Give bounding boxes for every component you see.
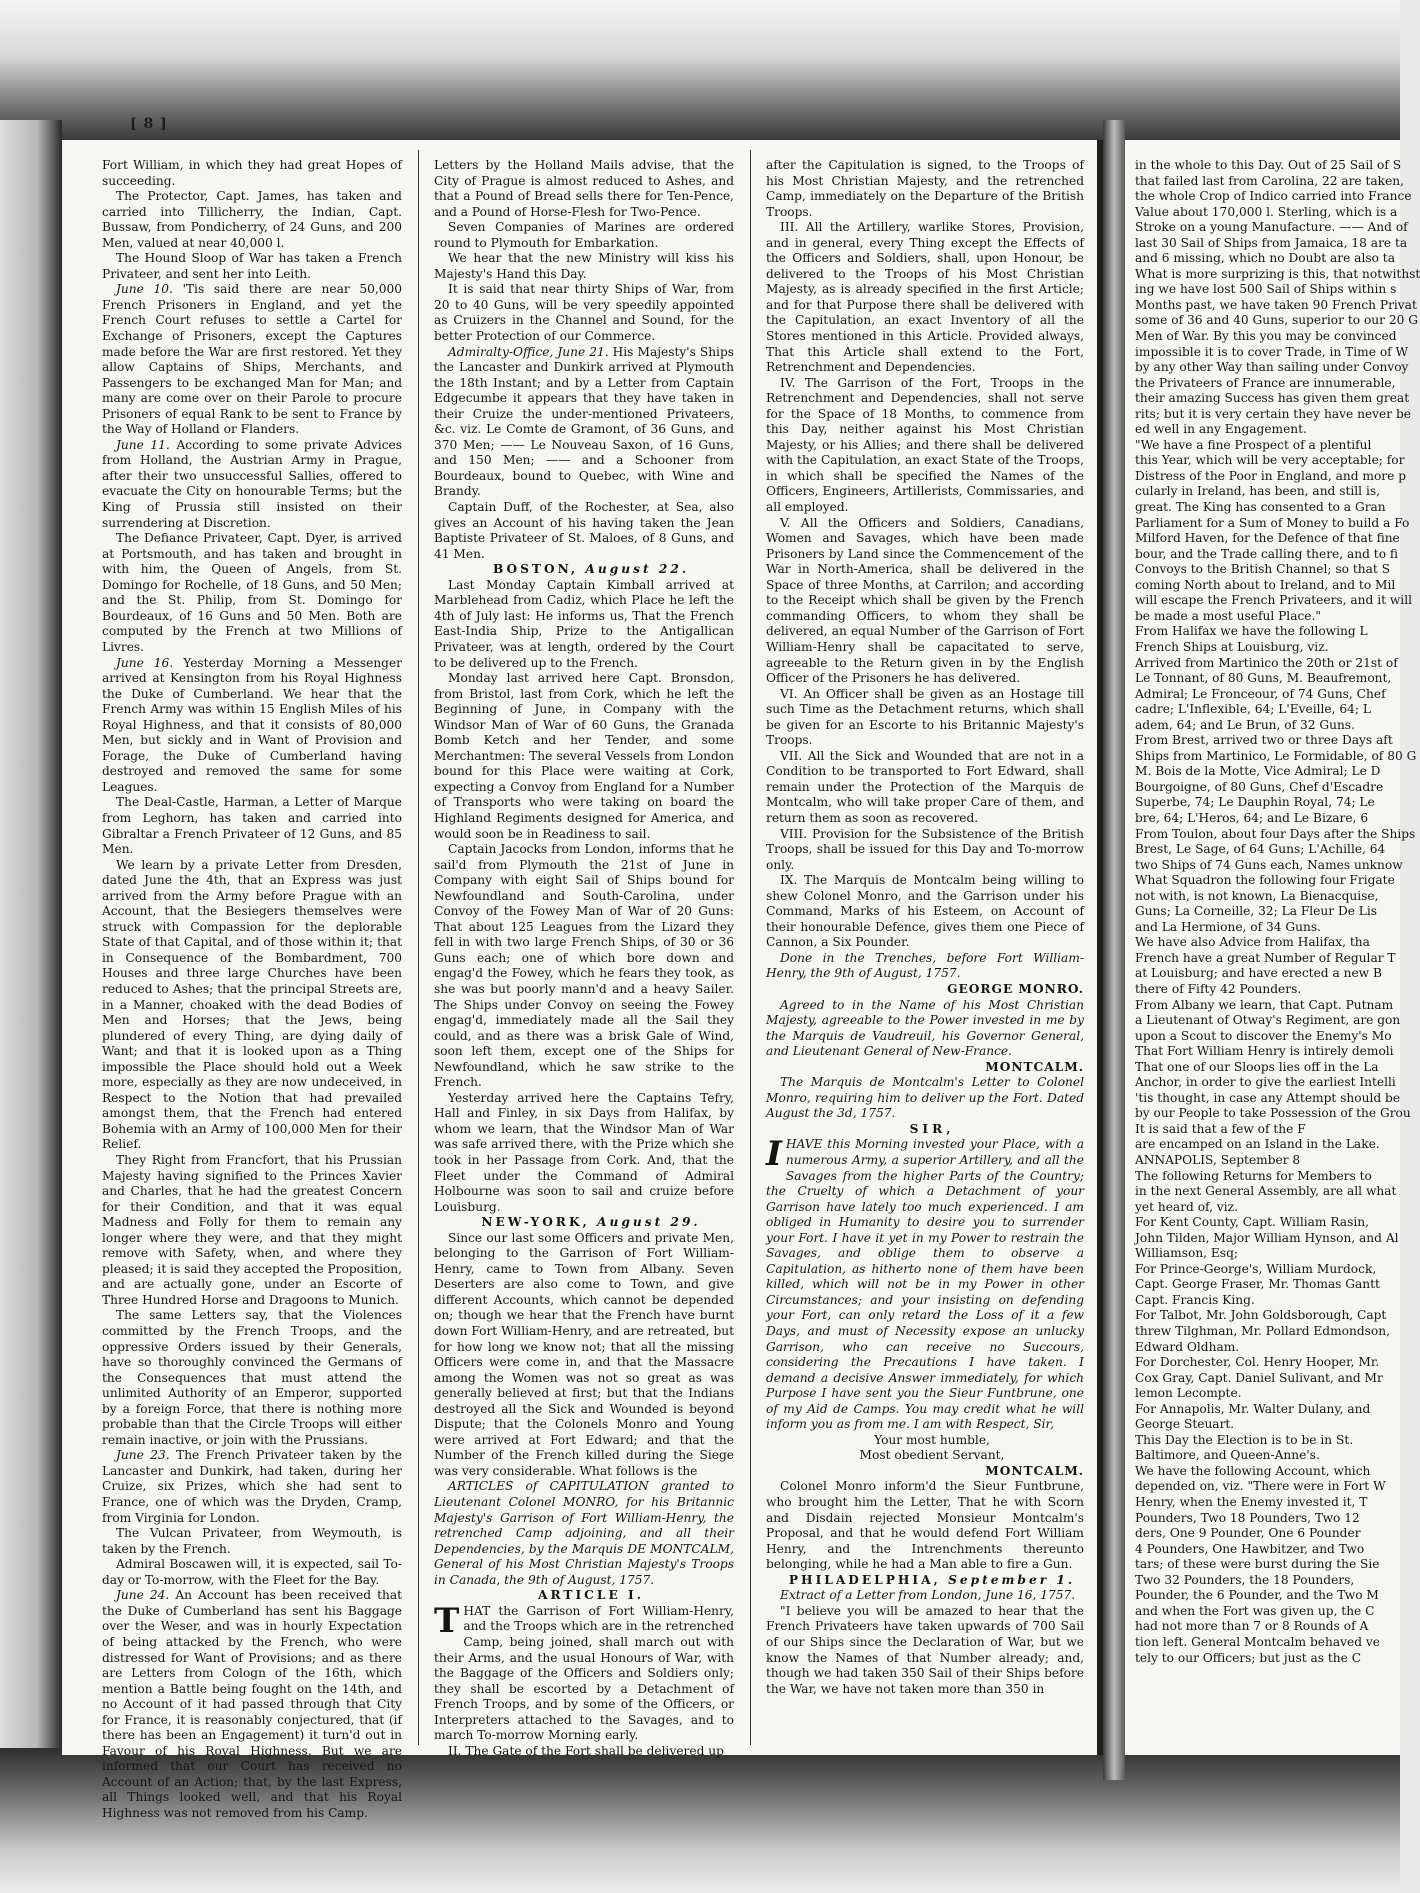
text-line: in the next General Assembly, are all what	[1135, 1184, 1397, 1199]
text-line: The following Returns for Members to	[1135, 1168, 1372, 1183]
column-rule	[750, 150, 751, 1745]
text-line: Arrived from Martinico the 20th or 21st of	[1135, 655, 1398, 670]
paragraph: IX. The Marquis de Montcalm being willing to shew Colonel Monro, and the Garrison under his Command, Marks of his Esteem, on Account of their honourable Defence, gives them one Piece of Cannon, a Six Pounder.	[766, 873, 1084, 950]
text-line: French Ships at Louisburg, viz.	[1135, 639, 1329, 654]
text-line: Milford Haven, for the Defence of that fine	[1135, 531, 1400, 546]
paragraph: Captain Duff, of the Rochester, at Sea, also gives an Account of his having taken the Jean Baptiste Privateer of St. Maloes, of 8 Guns, and 41 Men.	[434, 500, 734, 561]
paragraph: The same Letters say, that the Violences committed by the French Troops, and the oppressive Orders issued by their Generals, have so thoroughly convinced the Germans of the Consequences that must attend the unlimited Authority of an Emperor, supported by a foreign Force, that there is nothing more probable than that the Circle Troops will either remain inactive, or join with the Prussians.	[102, 1308, 402, 1447]
page-folio: [ 8 ]	[130, 116, 168, 132]
paragraph: Agreed to in the Name of his Most Christian Majesty, agreeable to the Power invested in me by the Marquis de Vaudreuil, his Governor General, and Lieutenant General of New-France.	[766, 997, 1084, 1059]
text-line: there of Fifty 42 Pounders.	[1135, 981, 1302, 996]
text-line: are encamped on an Island in the Lake.	[1135, 1137, 1380, 1152]
text-line: From Brest, arrived two or three Days aft	[1135, 733, 1393, 748]
text-line: rits; but it is very certain they have never be	[1135, 406, 1411, 421]
text-line: 'tis thought, in case any Attempt should be	[1135, 1090, 1401, 1105]
paragraph: Captain Jacocks from London, informs that he sail'd from Plymouth the 21st of June in Company with eight Sail of Ships bound for Newfoundland and South-Carolina, under Convoy of the Fowey Man of War of 20 Guns: That about 125 Leagues from the Lizard they fell in with two large French Ships, of 30 or 36 Guns each; one of which bore down and engag'd the Fowey, which he fears they took, as she was but poorly mann'd and a heavy Sailer. The Ships under Convoy on seeing the Fowey engag'd, immediately made all the Sail they could, and as there was a brisk Gale of Wind, soon left them, except one of the Ships for Newfoundland, which he saw strike to the French.	[434, 842, 734, 1090]
paragraph: Done in the Trenches, before Fort William-Henry, the 9th of August, 1757.	[766, 950, 1084, 981]
paragraph: Admiral Boscawen will, it is expected, sail To-day or To-morrow, with the Fleet for the Bay.	[102, 1557, 402, 1587]
text-line: upon a Scout to discover the Enemy's Mo	[1135, 1028, 1392, 1043]
text-line: cadre; L'Inflexible, 64; L'Eveille, 64; L	[1135, 702, 1371, 717]
paragraph: Monday last arrived here Capt. Bronsdon, from Bristol, last from Cork, which he left the Beginning of June, in Company with the Windsor Man of War of 60 Guns, the Granada Bomb Ketch and her Tender, and some Merchantmen: The several Vessels from London bound for this Place were waiting at Cork, expecting a Convoy from England for a Number of Transports who were taking on board the Highland Regiments designed for America, and would soon be in Readiness to sail.	[434, 671, 734, 841]
text-line: at Louisburg; and have erected a new B	[1135, 966, 1382, 981]
heading-place: PHILADELPHIA,	[788, 1572, 941, 1587]
paragraph	[102, 282, 402, 437]
text-line: their amazing Success has given them great	[1135, 391, 1410, 406]
text-line: For Talbot, Mr. John Goldsborough, Capt	[1135, 1308, 1387, 1323]
text-line: had not more than 7 or 8 Rounds of A	[1135, 1619, 1369, 1634]
text-line: last 30 Sail of Ships from Jamaica, 18 are ta	[1135, 235, 1408, 250]
closing: Most obedient Servant,	[859, 1448, 1005, 1463]
extract-line: Extract of a Letter from London, June 16, 1757.	[780, 1588, 1076, 1603]
paragraph-text: HAVE this Morning invested your Place, with a numerous Army, a superior Artillery, and all the Savages from the higher Parts of the Country; the Cruelty of which a Detachment of your Garrison have lately too much experienced. I am obliged in Humanity to desire you to surrender your Fort. I have it yet in my Power to restrain the Savages, and oblige them to observe a Capitulation, as hitherto none of them have been killed, which will not be in my Power in other Circumstances; and your insisting on defending your Fort, can only retard the Loss of it a few Days, and must of Necessity expose an unlucky Garrison, who can receive no Succours, considering the Precautions I have taken. I demand a decisive Answer immediately, for which Purpose I have sent you the Sieur Funtbrune, one of my Aid de Camps. You may credit what he will inform you as from me. I am with Respect, Sir,	[766, 1137, 1084, 1432]
paragraph: "I believe you will be amazed to hear that the French Privateers have taken upwards of 700 Sail of our Ships since the Declaration of War, but we know the Names of that Number already; and, though we had taken 350 Sail of their Ships before the War, we have not taken more than 350 in	[766, 1603, 1084, 1696]
text-line: We have also Advice from Halifax, tha	[1135, 935, 1370, 950]
paragraph-text: The French Privateer taken by the Lancaster and Dunkirk, had taken, during her Cruize, six Prizes, which she had sent to France, one of which was the Dryden, Cramp, from Virginia for London.	[102, 1448, 402, 1525]
column-1	[102, 158, 403, 1820]
text-line: by any other Way than sailing under Convoy	[1135, 360, 1409, 375]
text-line: That Fort William Henry is intirely demoli	[1135, 1044, 1394, 1059]
text-line: Value about 170,000 l. Sterling, which is a	[1135, 204, 1398, 219]
text-line: Edward Oldham.	[1135, 1339, 1240, 1354]
text-line: and 6 missing, which no Doubt are also ta	[1135, 251, 1395, 266]
text-line: ing we have lost 500 Sail of Ships within s	[1135, 282, 1397, 297]
paragraph-text: 'Tis said there are near 50,000 French Prisoners in England, and yet the French Court refuses to settle a Cartel for Exchange of Prisoners, except the Captures made before the War are first restored. Yet they allow Captains of Ships, Merchants, and Passengers to be exchanged Man for Man; and many are come over on their Parole to procure Prisoners of equal Rank to be sent to France by the Way of Holland or Flanders.	[102, 282, 402, 437]
article-heading: ARTICLE I.	[538, 1588, 644, 1603]
signature: MONTCALM.	[985, 1463, 1084, 1478]
paragraph: III. All the Artillery, warlike Stores, Provision, and in general, every Thing except the Effects of the Officers and Soldiers, shall, upon Honour, be delivered to the Troops of his Most Christian Majesty, as is already specified in the first Article; and for that Purpose there shall be delivered with the Capitulation, an exact Inventory of all the Stores mentioned in this Article. Provided always, That this Article shall extend to the Fort, Retrenchment and Dependencies.	[766, 220, 1084, 375]
text-line: Men of War. By this you may be convinced	[1135, 329, 1397, 344]
dateline: June 11.	[116, 437, 170, 452]
text-line: this Year, which will be very acceptable; for	[1135, 453, 1405, 468]
heading-place: NEW-YORK,	[481, 1215, 590, 1230]
paragraph: Since our last some Officers and private Men, belonging to the Garrison of Fort William-Henry, came to Town from Albany. Seven Deserters are also come to Town, and give different Accounts, which cannot be depended on; though we hear that the French have burnt down Fort William-Henry, and are retreated, but for how long we know not; that all the missing Officers were come in, and that the Massacre among the Women was not so great as was generally believed at first; but that the Indians destroyed all the Sick and Wounded is beyond Dispute; that the Colonels Monro and Young were arrived at Fort Edward; and that the Number of the French killed during the Siege was very considerable. What follows is the	[434, 1230, 734, 1478]
text-line: tion left. General Montcalm behaved ve	[1135, 1634, 1380, 1649]
text-line: Anchor, in order to give the earliest Intelli	[1135, 1075, 1396, 1090]
paragraph: We learn by a private Letter from Dresden, dated June the 4th, that an Express was just arrived from the Army before Prague with an Account, that the Besiegers themselves were struck with Compassion for the deplorable State of that Capital, and of those within it; that in Consequence of the Bombardment, 700 Houses and three large Churches have been reduced to Ashes; that the principal Streets are, in a Manner, choaked with the dead Bodies of Men and Horses; that the Jews, being plundered of every Thing, are dying daily of Want; and that it is looked upon as a Thing impossible the Place should hold out a Week more, especially as they are now undeceived, in Respect to the Notion that had prevailed amongst them, that the French had entered Bohemia with an Army of 100,000 Men for their Relief.	[102, 857, 402, 1152]
paragraph: The Protector, Capt. James, has taken and carried into Tillicherry, the Indian, Capt. Bussaw, from Pondicherry, of 24 Guns, and 200 Men, valued at near 40,000 l.	[102, 189, 402, 250]
text-line: Stroke on a young Manufacture. —— And of	[1135, 220, 1408, 235]
paragraph: VII. All the Sick and Wounded that are not in a Condition to be transported to Fort Edward, shall remain under the Protection of the Marquis de Montcalm, who will take proper Care of them, and return them as soon as recovered.	[766, 748, 1084, 825]
paragraph: Fort William, in which they had great Hopes of succeeding.	[102, 158, 402, 188]
text-line: a Lieutenant of Otway's Regiment, are gon	[1135, 1013, 1401, 1028]
text-line: Convoys to the British Channel; so that S	[1135, 562, 1390, 577]
section-heading-boston	[434, 562, 734, 578]
text-line: not with, is not known, La Bienacquise,	[1135, 888, 1379, 903]
scan-shadow-top	[0, 0, 1400, 140]
text-line: From Albany we learn, that Capt. Putnam	[1135, 997, 1394, 1012]
text-line: George Steuart.	[1135, 1417, 1235, 1432]
text-line: Guns; La Corneille, 32; La Fleur De Lis	[1135, 904, 1378, 919]
text-line: For Annapolis, Mr. Walter Dulany, and	[1135, 1401, 1371, 1416]
paragraph-text: His Majesty's Ships the Lancaster and Dunkirk arrived at Plymouth the 18th Instant; and by a Letter from Captain Edgecumbe it appears that they have taken in their Cruize the under-mentioned Privateers, &c. viz. Le Comte de Gramont, of 36 Guns, and 370 Men; —— Le Nouveau Saxon, of 16 Guns, and 150 Men; —— and a Schooner from Bourdeaux, bound to Quebec, with Wine and Brandy.	[434, 344, 735, 499]
paragraph	[766, 1134, 1084, 1432]
section-heading-philadelphia	[766, 1573, 1084, 1589]
paragraph: The Defiance Privateer, Capt. Dyer, is arrived at Portsmouth, and has taken and brought in with him, the Queen of Angels, from St. Domingo for Rochelle, of 18 Guns, and 50 Men; and the St. Philip, from St. Domingo for Bourdeaux, of 16 Guns and 50 Men. Both are computed by the French at two Millions of Livres.	[102, 531, 402, 654]
text-line: For Kent County, Capt. William Rasin,	[1135, 1215, 1369, 1230]
drop-cap: T	[434, 1600, 460, 1641]
text-line: From Halifax we have the following L	[1135, 624, 1368, 639]
text-line: Distress of the Poor in England, and more p	[1135, 468, 1407, 483]
paragraph: The Hound Sloop of War has taken a French Privateer, and sent her into Leith.	[102, 251, 402, 281]
text-line: some of 36 and 40 Guns, superior to our 20 G	[1135, 313, 1418, 328]
text-line: impossible it is to cover Trade, in Time of W	[1135, 344, 1409, 359]
letter-title: The Marquis de Montcalm's Letter to Colonel Monro, requiring him to deliver up the Fort. Dated August the 3d, 1757.	[766, 1075, 1084, 1121]
text-line: Brest, Le Sage, of 64 Guns; L'Achille, 64	[1135, 842, 1386, 857]
paragraph	[102, 656, 402, 796]
facing-page	[1125, 140, 1420, 1755]
text-line: be made a most useful Place."	[1135, 608, 1321, 623]
paragraph: VI. An Officer shall be given as an Hostage till such Time as the Detachment returns, which shall be given for an Escorte to his Britannic Majesty's Troops.	[766, 686, 1084, 748]
paragraph: Colonel Monro inform'd the Sieur Funtbrune, who brought him the Letter, That he with Scorn and Disdain rejected Monsieur Montcalm's Proposal, and that he would defend Fort William Henry, and the Intrenchments thereunto belonging, while he had a Man able to fire a Gun.	[766, 1479, 1084, 1572]
text-line: ders, One 9 Pounder, One 6 Pounder	[1135, 1526, 1361, 1541]
signature: GEORGE MONRO.	[947, 981, 1084, 996]
paragraph	[102, 438, 402, 531]
paragraph	[102, 1588, 402, 1821]
text-line: We have the following Account, which	[1135, 1463, 1371, 1478]
text-line: Williamson, Esq;	[1135, 1246, 1238, 1261]
text-line: 4 Pounders, One Hawbitzer, and Two	[1135, 1541, 1365, 1556]
drop-cap: I	[766, 1134, 782, 1175]
paragraph: It is said that near thirty Ships of War, from 20 to 40 Guns, will be very speedily appointed as Cruizers in the Channel and Sound, for the better Protection of our Commerce.	[434, 282, 734, 344]
column-4	[1135, 158, 1420, 1743]
text-line: Le Tonnant, of 80 Guns, M. Beaufremont,	[1135, 671, 1392, 686]
text-line: great. The King has consented to a Gran	[1135, 500, 1386, 515]
heading-date: September 1.	[948, 1572, 1076, 1587]
paragraph: Yesterday arrived here the Captains Tefry, Hall and Finley, in six Days from Halifax, by whom we learn, that the Windsor Man of War was safe arrived there, with the Prize which she took in her Passage from Cork. And, that the Fleet under the Command of Admiral Holbourne was soon to sail and cruize before Louisburg.	[434, 1090, 734, 1214]
text-line: will escape the French Privateers, and it will	[1135, 593, 1412, 608]
paragraph: Last Monday Captain Kimball arrived at Marblehead from Cadiz, which Place he left the 4th of July last: He informs us, That the French East-India Ship, Prize to the Antigallican Privateer, was at length, ordered by the Court to be delivered up to the French.	[434, 577, 734, 670]
text-line: Parliament for a Sum of Money to build a Fo	[1135, 515, 1410, 530]
paragraph: The Vulcan Privateer, from Weymouth, is taken by the French.	[102, 1526, 402, 1556]
text-line: yet heard of, viz.	[1135, 1199, 1238, 1214]
text-line: Superbe, 74; Le Dauphin Royal, 74; Le	[1135, 795, 1375, 810]
paragraph: Seven Companies of Marines are ordered round to Plymouth for Embarkation.	[434, 220, 734, 250]
salutation: SIR,	[909, 1121, 955, 1136]
text-line: by our People to take Possession of the Grou	[1135, 1106, 1411, 1121]
text-line: For Prince-George's, William Murdock,	[1135, 1261, 1377, 1276]
paragraph	[434, 345, 734, 500]
text-line: Henry, when the Enemy invested it, T	[1135, 1495, 1368, 1510]
text-line: bre, 64; L'Heros, 64; and Le Bizare, 6	[1135, 810, 1369, 825]
page-gutter	[1103, 120, 1125, 1780]
text-line: tely to our Officers; but just as the C	[1135, 1650, 1362, 1665]
text-line: Cox Gray, Capt. Daniel Sulivant, and Mr	[1135, 1370, 1383, 1385]
column-3	[766, 158, 1084, 1743]
paragraph: The Deal-Castle, Harman, a Letter of Marque from Leghorn, has taken and carried into Gibraltar a French Privateer of 12 Guns, and 85 Men.	[102, 795, 402, 857]
paragraph: IV. The Garrison of the Fort, Troops in the Retrenchment and Dependencies, shall not serve for the Space of 18 Months, to commence from this Day, neither against his Most Christian Majesty, or his Allies; and there shall be delivered with the Capitulation, an exact State of the Troops, in which shall be specified the Names of the Officers, Engineers, Artillerists, Commissaries, and all employed.	[766, 375, 1084, 515]
dateline: June 16.	[116, 655, 174, 670]
text-line: Capt. Francis King.	[1135, 1292, 1255, 1307]
text-line: French have a great Number of Regular T	[1135, 950, 1396, 965]
heading-date: August 29.	[597, 1215, 701, 1230]
paragraph	[102, 1448, 402, 1526]
text-line: Bourgoigne, of 80 Guns, Chef d'Escadre	[1135, 779, 1384, 794]
signature: MONTCALM.	[985, 1059, 1084, 1074]
text-line: That one of our Sloops lies off in the La	[1135, 1059, 1379, 1074]
dateline: June 10.	[116, 282, 173, 297]
text-line: John Tilden, Major William Hynson, and Al	[1135, 1230, 1399, 1245]
paragraph: We hear that the new Ministry will kiss his Majesty's Hand this Day.	[434, 251, 734, 281]
paragraph: after the Capitulation is signed, to the Troops of his Most Christian Majesty, and the retrenched Camp, immediately on the Departure of the British Troops.	[766, 158, 1084, 219]
section-heading-new-york	[434, 1215, 734, 1231]
scan-shadow-left	[0, 120, 62, 1780]
dateline: Admiralty-Office, June 21.	[448, 344, 609, 359]
text-line: This Day the Election is to be in St.	[1135, 1432, 1354, 1447]
text-line: Pounders, Two 18 Pounders, Two 12	[1135, 1510, 1360, 1525]
text-line: the Privateers of France are innumerable,	[1135, 375, 1396, 390]
dateline: June 24.	[116, 1588, 170, 1603]
paragraph-text: HAT the Garrison of Fort William-Henry, and the Troops which are in the retrenched Camp, being joined, shall march out with their Arms, and the usual Honours of War, with the Baggage of the Officers and Soldiers only; they shall be escorted by a Detachment of French Troops, and by some of the Officers, or Interpreters attached to the Savages, and to march To-morrow Morning early.	[434, 1603, 734, 1743]
text-line: that failed last from Carolina, 22 are taken,	[1135, 173, 1404, 188]
paragraph: Letters by the Holland Mails advise, that the City of Prague is almost reduced to Ashes, and that a Pound of Bread sells there for Ten-Pence, and a Pound of Horse-Flesh for Two-Pence.	[434, 158, 734, 219]
column-rule	[418, 150, 419, 1745]
text-line: Baltimore, and Queen-Anne's.	[1135, 1448, 1320, 1463]
paragraph-text: Yesterday Morning a Messenger arrived at Kensington from his Royal Highness the Duke of Cumberland. We hear that the French Army was within 15 English Miles of his Royal Highness, and that it consists of 80,000 Men, but sickly and in Want of Provision and Forage, the Duke of Cumberland having destroyed and removed the same for some Leagues.	[102, 655, 403, 794]
text-line: It is said that a few of the F	[1135, 1121, 1306, 1136]
newspaper-page	[62, 140, 1103, 1820]
heading-date: August 22.	[585, 562, 690, 577]
text-line: tars; of these were burst during the Sie	[1135, 1557, 1380, 1572]
text-line: threw Tilghman, Mr. Pollard Edmondson,	[1135, 1324, 1390, 1339]
paragraph: II. The Gate of the Fort shall be delivered up	[448, 1743, 724, 1758]
dateline: June 23.	[116, 1448, 170, 1463]
text-line: What is more surprizing is this, that notwithst	[1135, 266, 1420, 281]
column-2	[434, 158, 735, 1758]
text-line: depended on, viz. "There were in Fort W	[1135, 1479, 1386, 1494]
text-line: From Toulon, about four Days after the Ships	[1135, 826, 1416, 841]
paragraph: They Right from Francfort, that his Prussian Majesty having signified to the Princes Xavier and Charles, that he had the greatest Concern for their Condition, and that it was equal Madness and Folly for them to remain any longer where they were, and that they might remove with Safety, when, and where they pleased; it is said they accepted the Proposition, and are actually gone, under an Escorte of Three Hundred Horse and Dragoons to Munich.	[102, 1153, 402, 1307]
text-line: ANNAPOLIS, September 8	[1135, 1153, 1301, 1167]
text-line: Admiral; Le Fronceour, of 74 Guns, Chef	[1135, 686, 1386, 701]
text-line: in the whole to this Day. Out of 25 Sail of S	[1135, 158, 1402, 172]
text-line: M. Bois de la Motte, Vice Admiral; Le D	[1135, 764, 1381, 779]
text-line: cularly in Ireland, has been, and still is,	[1135, 484, 1380, 499]
text-line: "We have a fine Prospect of a plentiful	[1135, 437, 1372, 452]
text-line: bour, and the Trade calling there, and to fi	[1135, 546, 1399, 561]
articles-title: ARTICLES of CAPITULATION granted to Lieutenant Colonel MONRO, for his Britannic Majesty's Garrison of Fort William-Henry, the retrenched Camp adjoining, and all their Dependencies, by the Marquis DE MONTCALM, General of his Most Christian Majesty's Troops in Canada, the 9th of August, 1757.	[434, 1479, 734, 1587]
paragraph: V. All the Officers and Soldiers, Canadians, Women and Savages, which have been made Prisoners by Land since the Commencement of the War in North-America, shall be delivered in the Space of three Months, at Carrilon; and according to the Receipt which shall be given by the French commanding Officers, to whom they shall be delivered, an equal Number of the Garrison of Fort William-Henry shall be capacitated to serve, agreeable to the Return given in by the English Officer of the Prisoners he has delivered.	[766, 515, 1084, 686]
text-line: Pounder, the 6 Pounder, and the Two M	[1135, 1588, 1379, 1603]
paragraph	[434, 1600, 734, 1744]
text-line: Months past, we have taken 90 French Privat	[1135, 297, 1417, 312]
heading-place: BOSTON,	[492, 562, 579, 577]
paragraph-text: According to some private Advices from Holland, the Austrian Army in Prague, after their two unsuccessful Sallies, offered to evacuate the City on honourable Terms; but the King of Prussia still insisted on their surrendering at Discretion.	[102, 437, 402, 530]
text-line: two Ships of 74 Guns each, Names unknow	[1135, 857, 1403, 872]
text-line: Ships from Martinico, Le Formidable, of 80 G	[1135, 748, 1417, 763]
text-line: lemon Lecompte.	[1135, 1386, 1242, 1401]
text-line: coming North about to Ireland, and to Mil	[1135, 577, 1396, 592]
text-line: ed well in any Engagement.	[1135, 422, 1307, 437]
text-line: and when the Fort was given up, the C	[1135, 1603, 1375, 1618]
text-line: adem, 64; and Le Brun, of 32 Guns.	[1135, 717, 1355, 732]
closing: Your most humble,	[874, 1432, 990, 1447]
paragraph: VIII. Provision for the Subsistence of the British Troops, shall be issued for this Day and To-morrow only.	[766, 826, 1084, 872]
text-line: and La Hermione, of 34 Guns.	[1135, 919, 1321, 934]
text-line: Two 32 Pounders, the 18 Pounders,	[1135, 1572, 1355, 1587]
text-line: For Dorchester, Col. Henry Hooper, Mr.	[1135, 1355, 1380, 1370]
text-line: Capt. George Fraser, Mr. Thomas Gantt	[1135, 1277, 1380, 1292]
text-line: the whole Crop of Indico carried into France	[1135, 189, 1412, 204]
text-line: What Squadron the following four Frigate	[1135, 873, 1395, 888]
paragraph-text: An Account has been received that the Duke of Cumberland has sent his Baggage over the Weser, and was in hourly Expectation of being attacked by the French, who were distressed for Want of Provisions; and as there are Letters from Cologn of the 16th, which mention a Battle being fought on the 14th, and no Account of it had passed through that City for France, it is reasonably conjectured, that (if there has been an Engagement) it turn'd out in Favour of his Royal Highness. But we are informed that our Court has received no Account of an Action; that, by the last Express, all Things looked well, and that his Royal Highness was not removed from his Camp.	[102, 1588, 402, 1820]
